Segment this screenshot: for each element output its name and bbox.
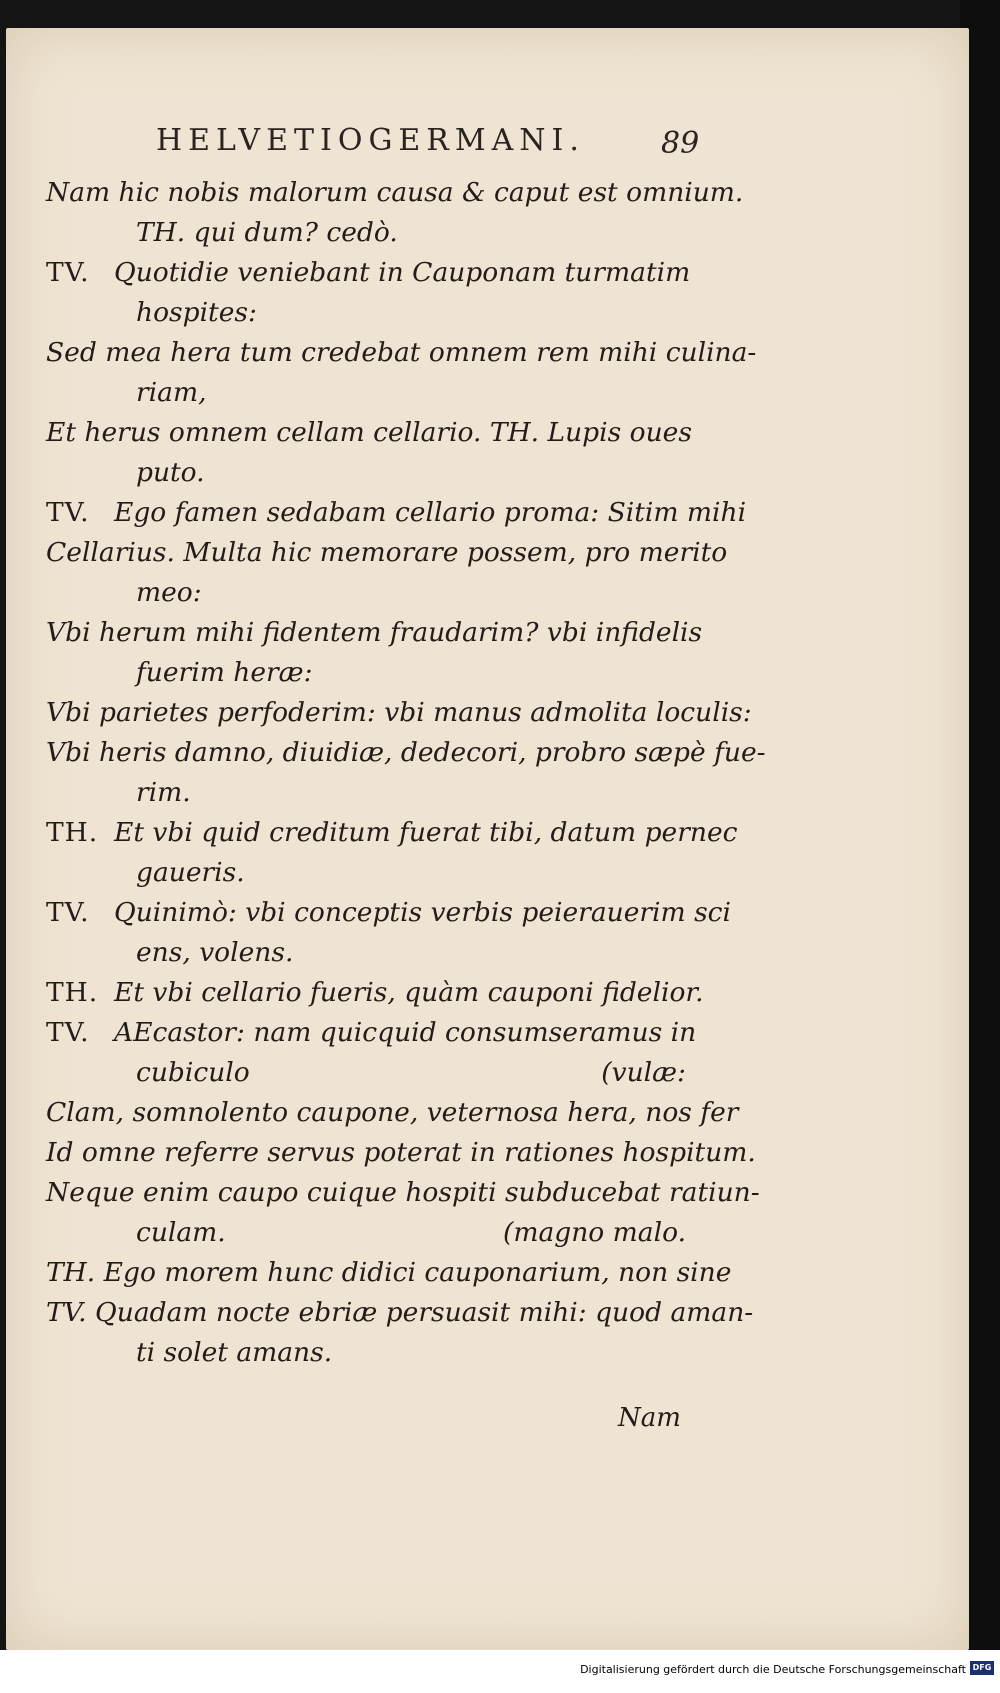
- speaker-label: TH.: [46, 977, 99, 1008]
- speaker-label: TV.: [46, 257, 90, 288]
- line-text: puto.: [136, 457, 205, 488]
- line-text: Et vbi cellario fueris, quàm cauponi fidelior.: [114, 977, 704, 1008]
- line-text: culam.: [136, 1217, 226, 1248]
- text-line: [46, 1173, 760, 1213]
- line-text: Vbi herum mihi fidentem fraudarim? vbi infidelis: [46, 617, 703, 648]
- line-text: meo:: [136, 577, 202, 608]
- text-line: [46, 1253, 732, 1293]
- text-line: [46, 893, 731, 933]
- footer-credit: Digitalisierung gefördert durch die Deutsche Forschungsgemeinschaft: [580, 1663, 966, 1676]
- footer-bar: [0, 1650, 1000, 1693]
- line-text: Vbi parietes perfoderim: vbi manus admolita loculis:: [46, 697, 752, 728]
- line-text: ti solet amans.: [136, 1337, 333, 1368]
- text-line: [46, 493, 747, 533]
- text-line: [46, 933, 706, 973]
- line-text: Clam, somnolento caupone, veternosa hera, nos fer: [46, 1097, 739, 1128]
- line-text: Sed mea hera tum credebat omnem rem mihi culina-: [46, 337, 757, 368]
- text-line: [46, 1053, 706, 1093]
- line-text: hospites:: [136, 297, 257, 328]
- text-line: [46, 733, 766, 773]
- text-line: [46, 693, 752, 733]
- running-head: HELVETIOGERMANI.: [156, 123, 585, 158]
- text-line: [46, 1293, 754, 1333]
- text-line: [46, 253, 706, 293]
- text-line: [46, 653, 706, 693]
- line-text: Nam hic nobis malorum causa & caput est omnium.: [46, 177, 744, 208]
- line-text: gaueris.: [136, 857, 245, 888]
- text-line: [46, 813, 738, 853]
- text-line: [46, 293, 706, 333]
- text-line: [46, 973, 706, 1013]
- line-right-text: (vulæ:: [601, 1057, 686, 1088]
- line-text: Quinimò: vbi conceptis verbis peierauerim sci: [114, 897, 731, 928]
- line-text: AEcastor: nam quicquid consumseramus in: [114, 1017, 697, 1048]
- line-text: Ego famen sedabam cellario proma: Sitim mihi: [114, 497, 747, 528]
- text-line: [46, 213, 706, 253]
- line-text: fuerim heræ:: [136, 657, 313, 688]
- text-line: [46, 853, 706, 893]
- line-text: cubiculo: [136, 1057, 250, 1088]
- text-line: [46, 573, 706, 613]
- line-text: Id omne referre servus poterat in rationes hospitum.: [46, 1137, 756, 1168]
- line-text: Et vbi quid creditum fuerat tibi, datum pernec: [114, 817, 738, 848]
- line-text: Neque enim caupo cuique hospiti subducebat ratiun-: [46, 1177, 760, 1208]
- text-block: [46, 173, 766, 1373]
- text-line: [46, 1093, 739, 1133]
- text-line: [46, 1133, 756, 1173]
- text-line: [46, 1013, 706, 1053]
- catchword: Nam: [618, 1403, 681, 1433]
- speaker-label: TV.: [46, 1017, 90, 1048]
- line-text: rim.: [136, 777, 191, 808]
- text-line: [46, 333, 757, 373]
- text-line: [46, 453, 706, 493]
- line-right-text: (magno malo.: [503, 1217, 686, 1248]
- dfg-logo: DFG: [970, 1661, 994, 1675]
- text-line: [46, 533, 728, 573]
- line-text: Cellarius. Multa hic memorare possem, pro merito: [46, 537, 728, 568]
- text-line: [46, 413, 706, 453]
- line-text: TV. Quadam nocte ebriæ persuasit mihi: quod aman-: [46, 1297, 754, 1328]
- book-page: [6, 28, 969, 1650]
- speaker-label: TH.: [46, 817, 99, 848]
- text-line: [46, 773, 706, 813]
- line-text: riam,: [136, 377, 207, 408]
- line-text: ens, volens.: [136, 937, 294, 968]
- text-line: [46, 613, 706, 653]
- line-text: Quotidie veniebant in Cauponam turmatim: [114, 257, 691, 288]
- speaker-label: TV.: [46, 897, 90, 928]
- text-line: [46, 373, 706, 413]
- text-line: [46, 1333, 706, 1373]
- line-text: TH. qui dum? cedò.: [136, 217, 398, 248]
- text-line: [46, 173, 744, 213]
- speaker-label: TV.: [46, 497, 90, 528]
- page-number: 89: [661, 126, 700, 161]
- line-text: Et herus omnem cellam cellario. TH. Lupis oues: [46, 417, 692, 448]
- line-text: Vbi heris damno, diuidiæ, dedecori, probro sæpè fue-: [46, 737, 766, 768]
- text-line: [46, 1213, 706, 1253]
- line-text: TH. Ego morem hunc didici cauponarium, non sine: [46, 1257, 732, 1288]
